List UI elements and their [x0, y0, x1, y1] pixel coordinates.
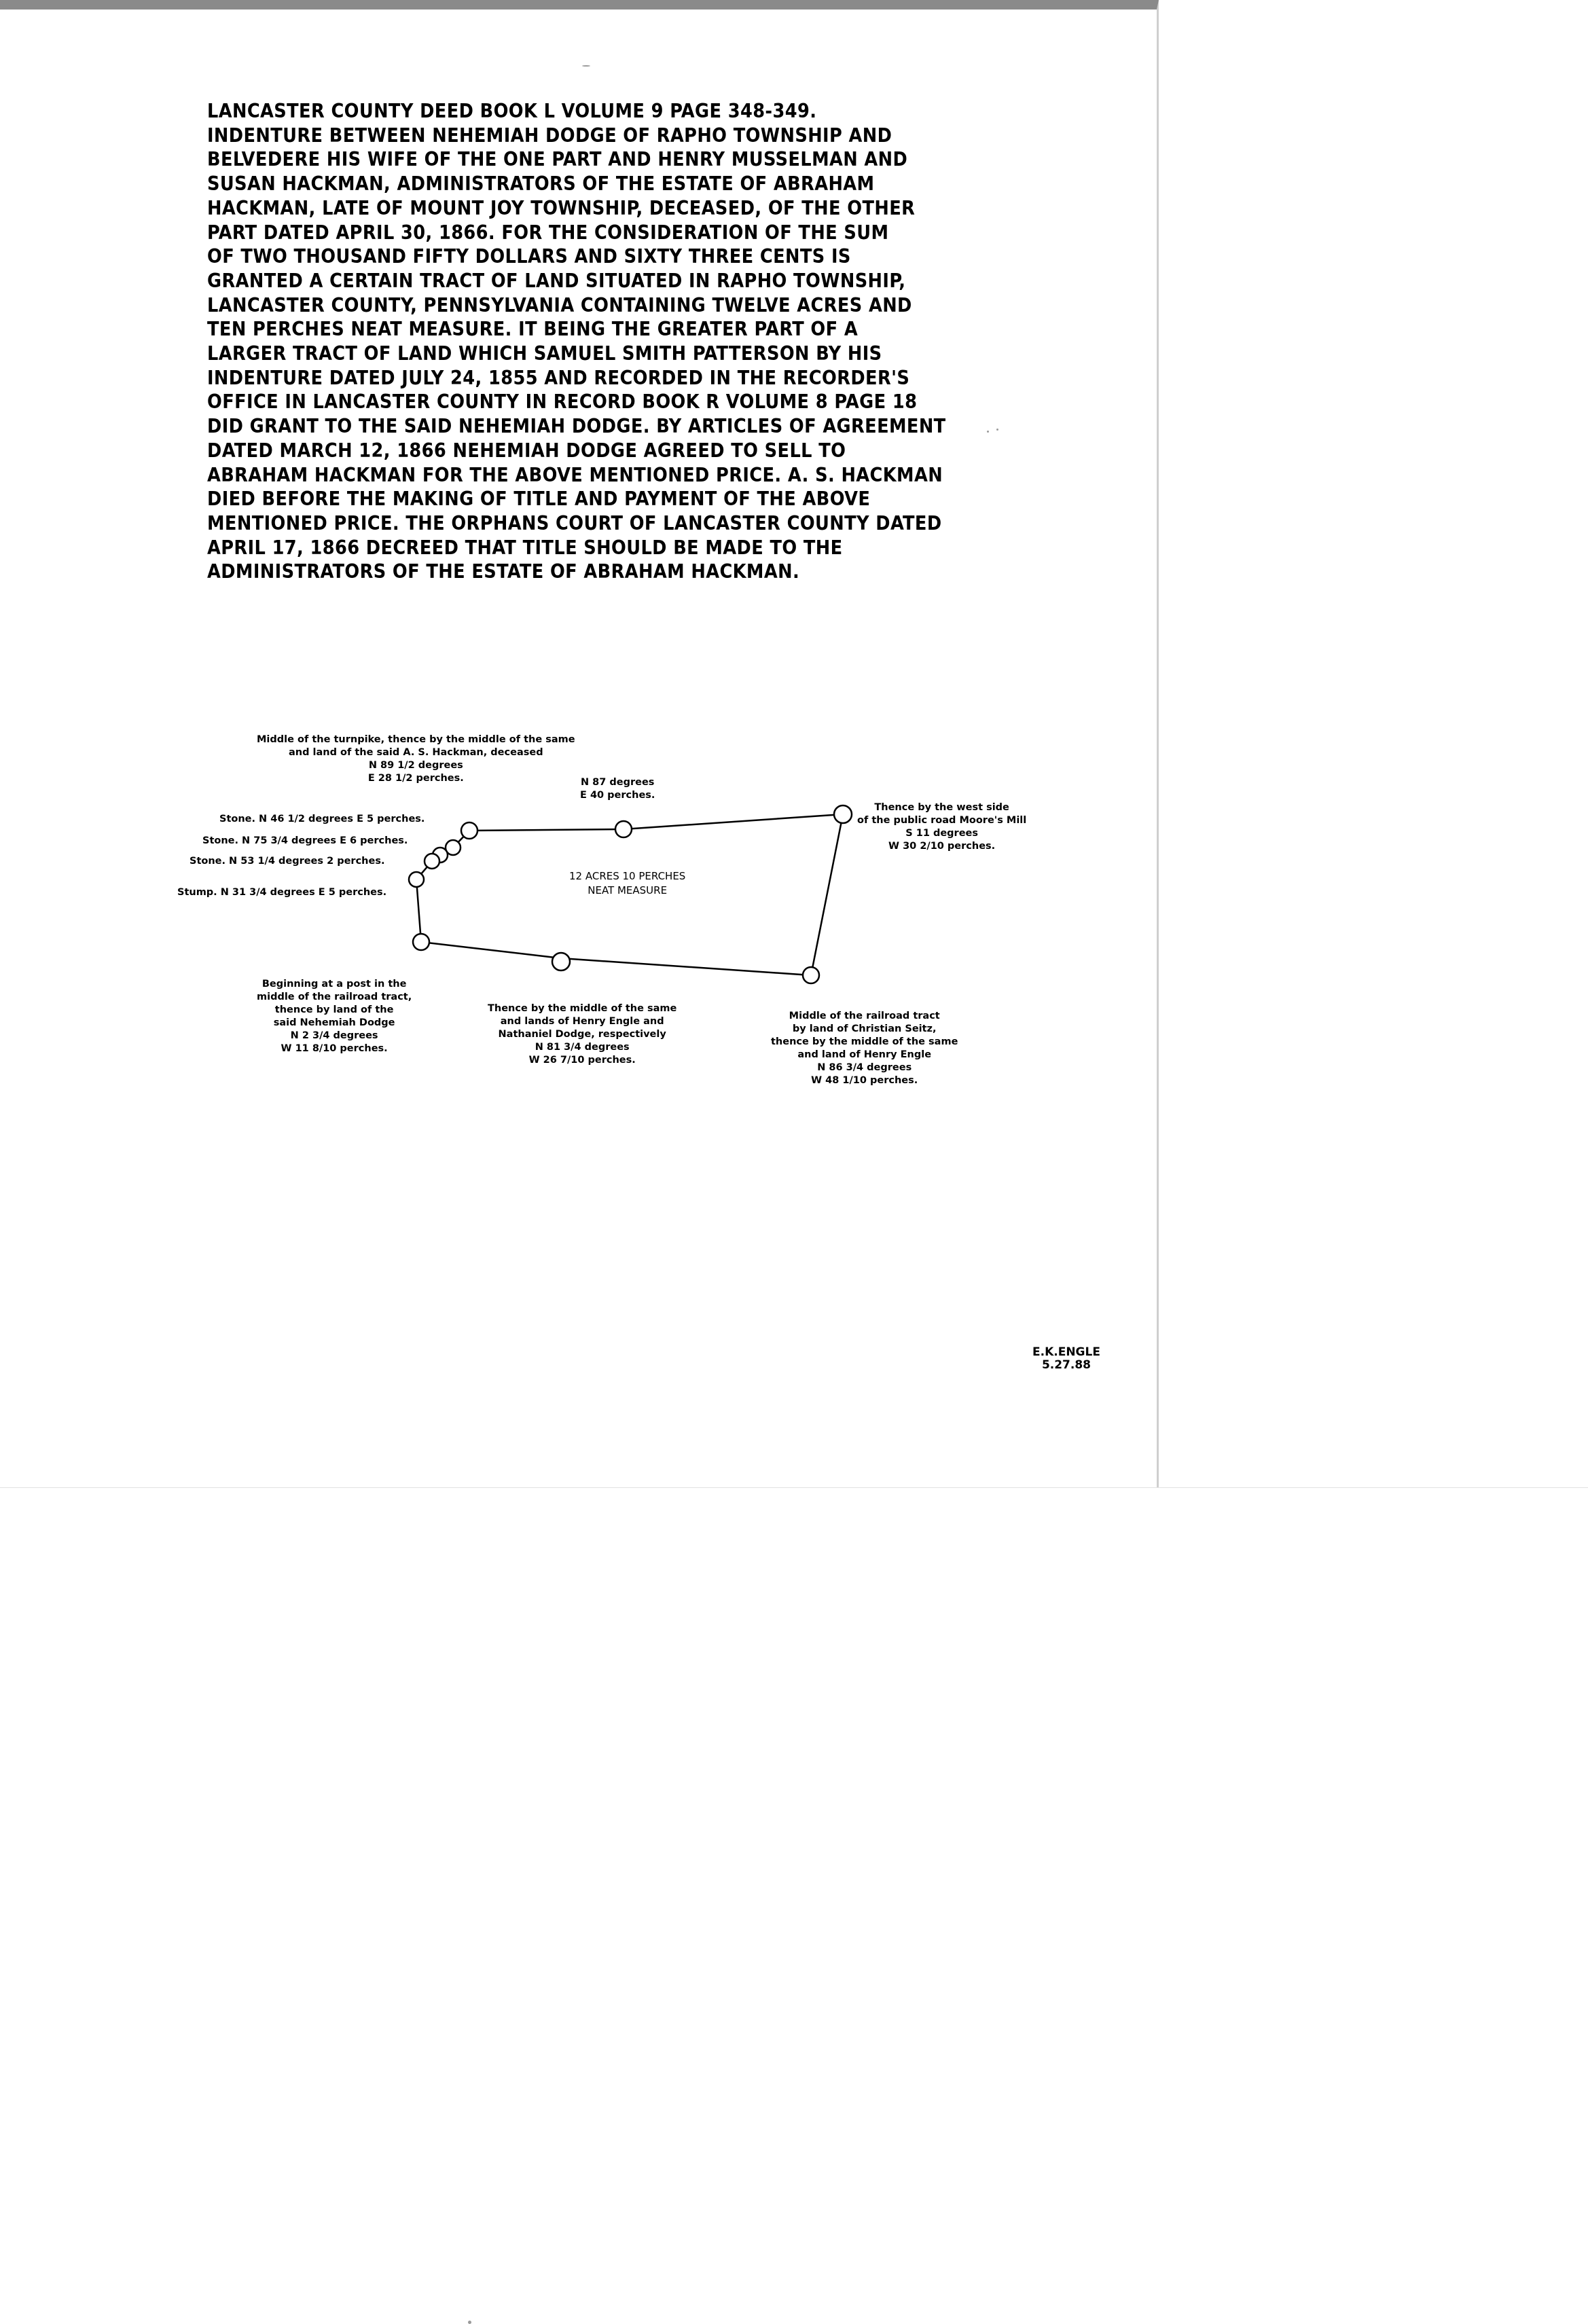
deed-line: OF TWO THOUSAND FIFTY DOLLARS AND SIXTY THREE CENTS IS	[207, 245, 851, 268]
deed-line: OFFICE IN LANCASTER COUNTY IN RECORD BOOK R VOLUME 8 PAGE 18	[207, 391, 918, 414]
deed-line: DATED MARCH 12, 1866 NEHEMIAH DODGE AGREED TO SELL TO	[207, 439, 846, 462]
course-line: N 86 3/4 degrees	[817, 1062, 912, 1073]
area-line: 12 ACRES 10 PERCHES	[569, 870, 686, 882]
turnpike-course-label	[257, 733, 575, 785]
deed-line: GRANTED A CERTAIN TRACT OF LAND SITUATED IN RAPHO TOWNSHIP,	[207, 269, 906, 292]
course-line: E 40 perches.	[580, 790, 655, 801]
course-line: of the public road Moore's Mill	[857, 815, 1027, 826]
course-line: N 87 degrees	[580, 777, 655, 788]
deed-line: LANCASTER COUNTY DEED BOOK L VOLUME 9 PAGE 348-349.	[207, 100, 817, 122]
course-line: W 26 7/10 perches.	[528, 1055, 636, 1066]
stump-marker	[409, 872, 424, 887]
course-line: Nathaniel Dodge, respectively	[498, 1029, 666, 1040]
deed-line: LARGER TRACT OF LAND WHICH SAMUEL SMITH PATTERSON BY HIS	[207, 342, 882, 365]
deed-line: PART DATED APRIL 30, 1866. FOR THE CONSIDERATION OF THE SUM	[207, 221, 889, 244]
deed-line: DIED BEFORE THE MAKING OF TITLE AND PAYMENT OF THE ABOVE	[207, 488, 871, 511]
stone-course-label: Stone. N 75 3/4 degrees E 6 perches.	[202, 835, 408, 846]
deed-line: TEN PERCHES NEAT MEASURE. IT BEING THE GREATER PART OF A	[207, 318, 859, 341]
signature-date: 5.27.88	[1041, 1358, 1091, 1372]
course-line: middle of the railroad tract,	[257, 992, 412, 1002]
course-line: and land of Henry Engle	[797, 1049, 932, 1060]
stump-course-label: Stump. N 31 3/4 degrees E 5 perches.	[177, 887, 387, 898]
deed-line: BELVEDERE HIS WIFE OF THE ONE PART AND HENRY MUSSELMAN AND	[207, 148, 908, 171]
course-line: E 28 1/2 perches.	[367, 773, 464, 784]
course-line: Middle of the turnpike, thence by the middle of the same	[257, 734, 575, 745]
beginning-course-label	[257, 978, 412, 1055]
scan-speck	[468, 2321, 471, 2324]
deed-line: APRIL 17, 1866 DECREED THAT TITLE SHOULD BE MADE TO THE	[207, 536, 843, 559]
railroad-course-label	[771, 1010, 958, 1087]
area-line: NEAT MEASURE	[588, 884, 668, 896]
deed-line: ADMINISTRATORS OF THE ESTATE OF ABRAHAM HACKMAN.	[207, 560, 800, 583]
tract-area-label	[569, 869, 685, 898]
west-side-road-course-label	[857, 801, 1026, 853]
course-line: said Nehemiah Dodge	[273, 1017, 395, 1028]
deed-line: SUSAN HACKMAN, ADMINISTRATORS OF THE ESTATE OF ABRAHAM	[207, 173, 875, 196]
course-line: and land of the said A. S. Hackman, deceased	[289, 747, 543, 758]
north-87-course-label	[580, 776, 655, 802]
course-line: N 2 3/4 degrees	[290, 1030, 378, 1041]
plat-diagram	[0, 10, 1159, 1497]
blank-page-area	[0, 1487, 1588, 2314]
course-line: by land of Christian Seitz,	[792, 1023, 937, 1034]
surveyor-signature	[1032, 1346, 1100, 1372]
deed-line: ABRAHAM HACKMAN FOR THE ABOVE MENTIONED PRICE. A. S. HACKMAN	[207, 463, 943, 486]
course-line: Beginning at a post in the	[261, 979, 407, 989]
document-page	[0, 0, 1159, 1487]
course-line: thence by land of the	[274, 1004, 394, 1015]
deed-line: DID GRANT TO THE SAID NEHEMIAH DODGE. BY ARTICLES OF AGREEMENT	[207, 415, 946, 438]
scan-speck	[996, 429, 998, 431]
course-line: thence by the middle of the same	[771, 1036, 958, 1047]
course-line: Middle of the railroad tract	[789, 1011, 940, 1021]
stone-marker	[461, 822, 477, 839]
course-line: Thence by the west side	[874, 802, 1009, 813]
deed-line: INDENTURE BETWEEN NEHEMIAH DODGE OF RAPHO TOWNSHIP AND	[207, 124, 892, 147]
boundary-post-marker	[615, 821, 632, 837]
boundary-post-marker	[834, 805, 852, 823]
stone-marker	[425, 854, 439, 869]
engle-dodge-course-label	[488, 1002, 676, 1067]
boundary-post-marker	[552, 953, 570, 970]
boundary-post-marker	[413, 934, 429, 950]
scan-speck	[582, 65, 590, 67]
course-line: W 48 1/10 perches.	[811, 1075, 918, 1086]
course-line: W 11 8/10 perches.	[281, 1043, 388, 1054]
deed-line: LANCASTER COUNTY, PENNSYLVANIA CONTAINING TWELVE ACRES AND	[207, 293, 912, 316]
deed-line: MENTIONED PRICE. THE ORPHANS COURT OF LANCASTER COUNTY DATED	[207, 511, 942, 534]
scan-speck	[987, 431, 989, 433]
course-line: Thence by the middle of the same	[488, 1003, 677, 1014]
stone-course-label: Stone. N 53 1/4 degrees 2 perches.	[190, 856, 385, 867]
deed-line: INDENTURE DATED JULY 24, 1855 AND RECORDED IN THE RECORDER'S	[207, 366, 910, 389]
course-line: S 11 degrees	[905, 828, 978, 839]
deed-line: HACKMAN, LATE OF MOUNT JOY TOWNSHIP, DECEASED, OF THE OTHER	[207, 196, 916, 219]
course-line: N 81 3/4 degrees	[535, 1042, 630, 1053]
signature-name: E.K.ENGLE	[1032, 1345, 1100, 1359]
course-line: N 89 1/2 degrees	[368, 760, 463, 771]
stone-course-label: Stone. N 46 1/2 degrees E 5 perches.	[219, 814, 425, 824]
course-line: W 30 2/10 perches.	[888, 841, 996, 852]
course-line: and lands of Henry Engle and	[500, 1016, 664, 1027]
boundary-post-marker	[803, 967, 819, 983]
